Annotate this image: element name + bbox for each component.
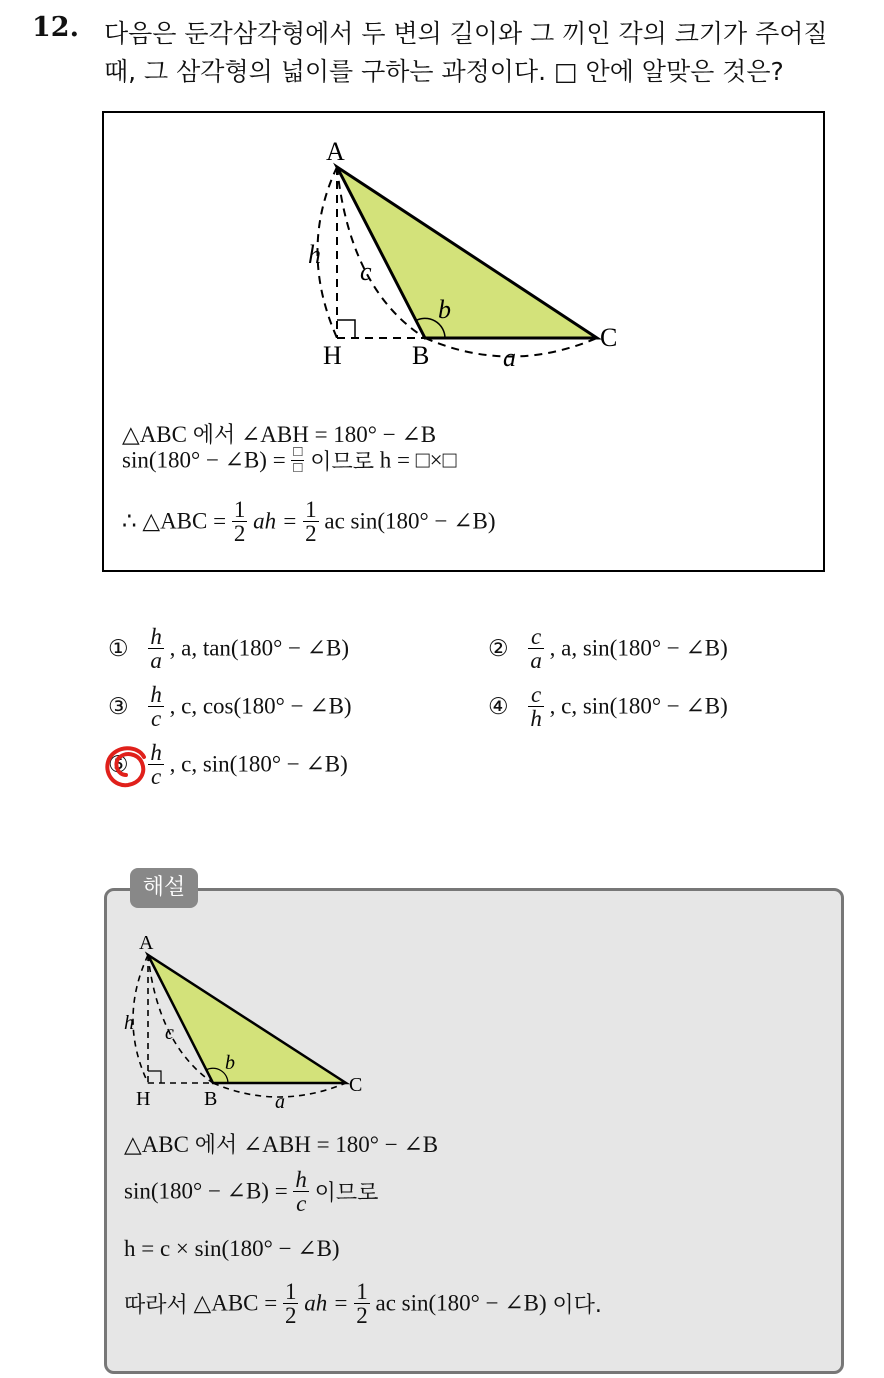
solution-line1 — [124, 1128, 438, 1159]
right-angle-mark — [337, 320, 355, 338]
answer-circle-mark — [104, 743, 150, 789]
solution-half-2 — [354, 1280, 370, 1327]
choice-3-text: , c, cos(180° − ∠B) — [169, 693, 352, 719]
choice-5-number: ⑤ — [108, 751, 129, 777]
solution-h-brace — [133, 955, 148, 1083]
proof-ko-eseo: 에서 — [192, 423, 236, 448]
choice-2-den: a — [530, 648, 542, 673]
solution-ac-sin: ac sin(180° − ∠B) — [375, 1290, 547, 1316]
solution-ko-eseo: 에서 — [194, 1133, 238, 1158]
label-h-vertex: H — [323, 341, 342, 370]
half-num-2: 1 — [305, 497, 317, 522]
half-den-2: 2 — [305, 521, 317, 546]
choice-4-number: ④ — [488, 693, 509, 719]
choice-3-fraction — [148, 683, 164, 730]
proof-line3 — [122, 498, 495, 545]
solution-angle-eq: ∠ABH = 180° − ∠B — [243, 1132, 439, 1157]
label-angle-b: b — [438, 295, 451, 324]
choice-5-num: h — [150, 740, 162, 765]
question-text-line2: 때, 그 삼각형의 넓이를 구하는 과정이다. □ 안에 알맞은 것은? — [104, 57, 784, 86]
solution-ko-ttaraseo: 따라서 — [124, 1293, 188, 1318]
triangle-figure — [290, 130, 640, 380]
label-b-vertex: B — [412, 341, 430, 370]
solution-frac-den: c — [296, 1191, 307, 1216]
solution-label-side-c: c — [165, 1022, 174, 1044]
solution-ko-ida: 이다. — [552, 1293, 602, 1318]
question-number: 12. — [32, 12, 79, 43]
solution-line3: h = c × sin(180° − ∠B) — [124, 1236, 340, 1261]
proof-line2 — [122, 445, 456, 476]
proof-ko-imeuro: 이므로 — [310, 450, 374, 475]
solution-label-h-vertex: H — [136, 1088, 151, 1110]
choice-4-fraction — [528, 683, 544, 730]
choice-3-den: c — [151, 706, 162, 731]
solution-half-den: 2 — [284, 1303, 297, 1328]
choice-3[interactable] — [108, 683, 352, 730]
solution-triangle-figure — [118, 925, 378, 1115]
solution-triangle: △ABC — [124, 1132, 189, 1157]
half-den: 2 — [233, 521, 246, 546]
solution-label-side-a: a — [275, 1091, 285, 1113]
solution-line2 — [124, 1168, 378, 1215]
choice-2-text: , a, sin(180° − ∠B) — [549, 635, 728, 661]
solution-ah: ah = — [304, 1290, 349, 1316]
choice-1-number: ① — [108, 635, 129, 661]
choice-2[interactable] — [488, 625, 728, 672]
half-fraction-1 — [232, 498, 248, 545]
choice-1-den: a — [150, 648, 162, 673]
proof-h-blank: h = □×□ — [379, 447, 457, 473]
label-a-vertex: A — [326, 137, 345, 166]
choice-5-fraction — [148, 741, 164, 788]
solution-half-1 — [283, 1280, 299, 1327]
choice-1[interactable] — [108, 625, 349, 672]
blank-denominator: □ — [293, 460, 303, 476]
label-side-a: a — [503, 343, 516, 372]
solution-half-den-2: 2 — [356, 1303, 368, 1328]
label-side-c: c — [360, 257, 372, 286]
solution-line4 — [124, 1280, 602, 1327]
half-fraction-2 — [303, 498, 319, 545]
solution-label-height-h: h — [124, 1012, 134, 1034]
solution-triangle-abc — [148, 955, 346, 1083]
solution-label-a-vertex: A — [139, 932, 154, 954]
proof-angle-eq: ∠ABH = 180° − ∠B — [241, 422, 437, 447]
choice-3-num: h — [150, 682, 162, 707]
solution-label-b-vertex: B — [204, 1088, 218, 1110]
choice-1-text: , a, tan(180° − ∠B) — [169, 635, 350, 661]
choice-5-den: c — [151, 764, 162, 789]
half-num: 1 — [233, 497, 246, 522]
choice-1-num: h — [150, 624, 162, 649]
choice-4[interactable] — [488, 683, 728, 730]
choice-4-den: h — [530, 706, 542, 731]
choice-2-num: c — [528, 625, 544, 649]
solution-frac-num: h — [295, 1167, 307, 1192]
proof-sin-expr: sin(180° − ∠B) = — [122, 447, 286, 473]
proof-therefore: ∴ △ABC = — [122, 508, 227, 534]
choice-4-text: , c, sin(180° − ∠B) — [549, 693, 728, 719]
choice-1-fraction — [148, 625, 164, 672]
solution-half-num: 1 — [284, 1279, 297, 1304]
proof-ac-sin: ac sin(180° − ∠B) — [324, 508, 496, 534]
proof-blank-fraction — [291, 445, 304, 476]
triangle-abc — [337, 167, 597, 338]
solution-right-angle-mark — [148, 1071, 161, 1083]
red-scribble — [107, 748, 144, 785]
choice-4-num: c — [528, 683, 544, 707]
choice-5-text: , c, sin(180° − ∠B) — [169, 751, 348, 777]
choice-2-number: ② — [488, 635, 509, 661]
solution-label-c-vertex: C — [349, 1074, 363, 1096]
solution-half-num-2: 1 — [356, 1279, 368, 1304]
label-height-h: h — [308, 240, 321, 269]
solution-sin-expr: sin(180° − ∠B) = — [124, 1178, 288, 1204]
blank-numerator: □ — [293, 444, 303, 460]
proof-triangle: △ABC — [122, 422, 187, 447]
solution-area-eq: △ABC = — [193, 1290, 278, 1316]
solution-ko-imeuro: 이므로 — [314, 1181, 379, 1206]
proof-ah: ah = — [253, 508, 298, 534]
solution-label-angle-b: b — [225, 1052, 235, 1074]
solution-tag: 해설 — [130, 868, 198, 908]
solution-h-over-c — [293, 1168, 309, 1215]
label-c-vertex: C — [600, 323, 618, 352]
choice-2-fraction — [528, 625, 544, 672]
choice-3-number: ③ — [108, 693, 129, 719]
question-text-line1: 다음은 둔각삼각형에서 두 변의 길이와 그 끼인 각의 크기가 주어질 — [104, 19, 828, 48]
